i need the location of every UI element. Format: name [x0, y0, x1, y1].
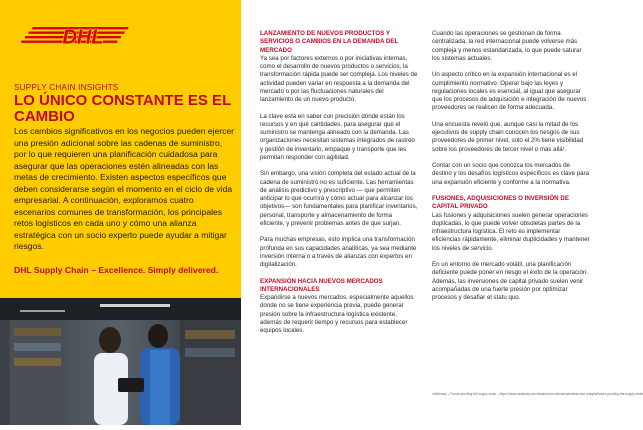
left-panel	[0, 0, 241, 425]
paragraph: En un entorno de mercado volátil, una planificación deficiente puede poner en riesgo el éxito de la operación. Además, las inversiones de capital privado suelen venir acompañadas de una fuerte presión por optimizar procesos y desafiar el statu quo.	[432, 261, 589, 301]
paragraph: Un aspecto crítico en la expansión internacional es el cumplimiento normativo. Operar bajo las leyes y regulaciones locales es esencial, al igual que asegurar que los procesos de adquisición e integración de nuevos proveedores se realicen de forma adecuada.	[432, 71, 587, 112]
paragraph: La clave está en saber con precisión dónde están los recursos y en qué cantidades, para asegurar que el suministro se mantenga alineado con la demanda. Las organizaciones necesitan sistemas integrados de rastreo y gestión de inventario, empaque y transporte que les permitan responder con agilidad.	[260, 112, 415, 161]
svg-text:DHL: DHL	[62, 26, 104, 49]
paragraph: Sin embargo, una visión completa del estado actual de la cadena de suministro no es suficiente. Las herramientas de análisis predictivo y prescriptivo — que permiten anticipar lo que ocurrirá y cómo actuar para alcanzar los objetivos— son fundamentales para planificar inventarios, personal, transporte y almacenamiento de forma eficiente, y prevenir problemas antes de que surjan.	[260, 170, 418, 227]
dhl-logo	[31, 26, 131, 48]
warehouse-photo	[0, 298, 241, 425]
column-1	[260, 30, 418, 344]
column-2	[432, 30, 590, 311]
title-line-1: LO ÚNICO CONSTANTE ES EL	[14, 92, 232, 109]
paragraph: Una encuesta reveló que, aunque casi la mitad de los ejecutivos de supply chain conocen los riesgos de sus proveedores de primer nivel, solo el 2% tiene visibilidad sobre los proveedores de tercer nivel o más allá¹.	[432, 120, 584, 153]
section-heading-mergers: FUSIONES, ADQUISICIONES O INVERSIÓN DE CAPITAL PRIVADO	[432, 195, 569, 211]
paragraph: Expandirse a nuevos mercados, especialmente aquellos donde no se tiene experiencia previa, puede generar presión sobre la infraestructura logística existente, además de requerir tiempo y recursos para establecer equipos locales.	[260, 294, 414, 334]
paragraph: Las fusiones y adquisiciones suelen generar operaciones duplicadas, lo que puede volver obsoletas partes de la infraestructura logística. El reto es implementar eficiencias rápidamente, eliminar duplicidades y mantener los niveles de servicio.	[432, 211, 590, 252]
section-heading-new-products: LANZAMIENTO DE NUEVOS PRODUCTOS Y SERVICIOS O CAMBIOS EN LA DEMANDA DEL MERCADO	[260, 30, 399, 54]
paragraph: Ya sea por factores externos o por iniciativas internas, como el desarrollo de nuevos productos o servicios, la transformación rápida puede ser compleja. Los niveles de actividad pueden variar en respuesta a la demanda del mercado o por las fluctuaciones naturales del lanzamiento de un nuevo producto.	[260, 54, 418, 103]
yellow-panel	[0, 0, 241, 298]
intro-paragraph: Los cambios significativos en los negocios pueden ejercer una presión adicional sobre las cadenas de suministro, por lo que requieren una planificación cuidadosa para asegurar que las operaciones estén alineadas con las metas de crecimiento. Existen aspectos específicos que deben considerarse según el momento en el ciclo de vida empresarial. A continuación, exploramos cuatro escenarios comunes de transformación, los principales retos logísticos en cada uno y cómo una alianza estratégica con un socio experto puede ayudar a mitigar riesgos.	[14, 126, 234, 251]
footnote: ¹McKinsey – Future-proofing the supply chain – https://www.mckinsey.com/business-functions/operations/our-insights/future-proofing-the-supply-chain	[432, 392, 643, 396]
section-heading-expansion: EXPANSIÓN HACIA NUEVOS MERCADOS INTERNACIONALES	[260, 277, 383, 293]
page-title	[14, 93, 234, 125]
tagline: DHL Supply Chain – Excellence. Simply delivered.	[14, 265, 219, 275]
title-line-2: CAMBIO	[14, 108, 75, 125]
paragraph: Cuando las operaciones se gestionan de forma centralizada, la red internacional puede volverse más compleja y menos estandarizada, lo que puede saturar los sistemas actuales.	[432, 30, 582, 62]
paragraph: Para muchas empresas, esto implica una transformación profunda en sus capacidades analíticas, ya sea mediante inversión interna o a través de alianzas con expertos en digitalización.	[260, 236, 417, 268]
eyebrow-label: SUPPLY CHAIN INSIGHTS	[14, 83, 119, 92]
paragraph: Contar con un socio que conozca los mercados de destino y los desafíos logísticos específicos es clave para una expansión eficiente y conforme a la normativa.	[432, 162, 590, 186]
